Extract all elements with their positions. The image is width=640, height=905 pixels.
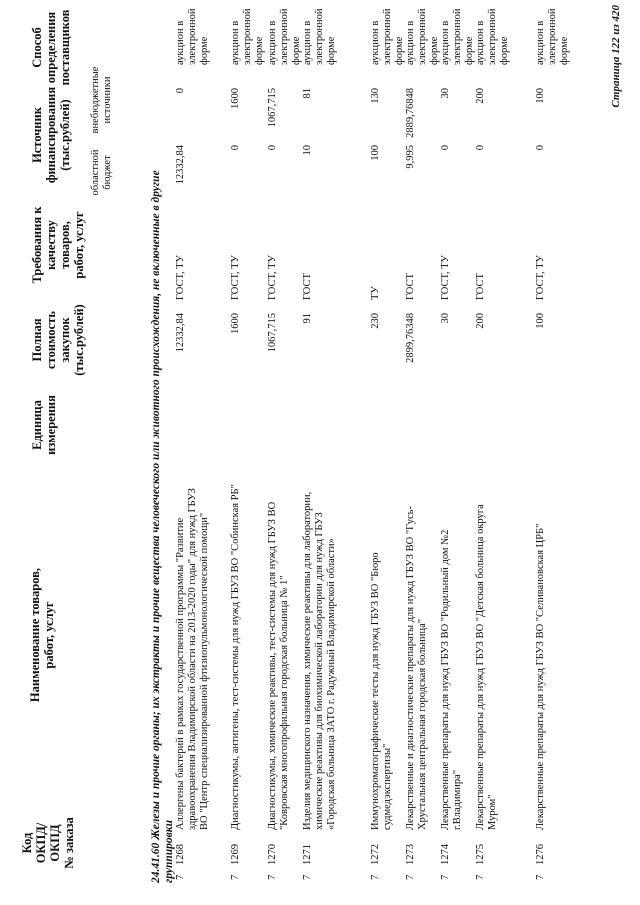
row-extrabudget: 200 [475, 88, 486, 104]
row-group: 7 [475, 874, 486, 880]
row-requirements: ГОСТ, ТУ [440, 255, 451, 300]
section-heading [150, 163, 176, 883]
row-extrabudget: 1600 [230, 88, 241, 109]
header-source-regional: областной бюджет [90, 149, 113, 196]
page-number: Страница 122 из 420 [610, 5, 622, 108]
row-name: Иммунохроматографические тесты для нужд ГБУЗ ВО "Бюро судмедэкспертизы" [370, 552, 393, 830]
row-extrabudget: 2889,76848 [405, 88, 416, 138]
row-method: аукцион в электронной форме [302, 8, 337, 65]
header-unit: Единица измерения [30, 395, 58, 455]
row-regional-budget: 0 [475, 145, 486, 151]
header-total: Полная стоимость закупок (тыс.рублей) [30, 304, 86, 376]
row-regional-budget: 9,995 [405, 145, 416, 169]
row-method: аукцион в электронной форме [440, 8, 475, 65]
row-method: аукцион в электронной форме [535, 8, 570, 65]
row-requirements: ТУ [370, 286, 381, 300]
row-group: 7 [230, 874, 241, 880]
row-requirements: ГОСТ [302, 273, 313, 300]
row-order-number: 1273 [405, 844, 416, 865]
row-requirements: ГОСТ, ТУ [230, 255, 241, 300]
row-total: 100 [535, 313, 546, 329]
row-total: 1067,715 [267, 313, 278, 353]
row-name: Лекарственные препараты для нужд ГБУЗ ВО "Детская больница округа Муром" [475, 504, 498, 830]
row-extrabudget: 0 [175, 88, 186, 94]
row-regional-budget: 0 [535, 145, 546, 151]
header-name: Наименование товаров, работ, услуг [28, 567, 56, 703]
row-name: Лекарственные препараты для нужд ГБУЗ ВО "Родильный дом №2 г.Владимира" [440, 529, 463, 830]
row-requirements: ГОСТ [475, 273, 486, 300]
row-extrabudget: 130 [370, 88, 381, 104]
row-regional-budget: 0 [440, 145, 451, 151]
row-total: 200 [475, 313, 486, 329]
row-group: 7 [405, 874, 416, 880]
row-regional-budget: 0 [267, 145, 278, 151]
row-name: Диагностикумы, химические реактивы, тест-системы для нужд ГБУЗ ВО "Ковровская многопрофильная городская больница № 1" [267, 501, 290, 830]
row-method: аукцион в электронной форме [175, 8, 210, 65]
row-total: 230 [370, 313, 381, 329]
row-order-number: 1270 [267, 844, 278, 865]
row-total: 1600 [230, 313, 241, 334]
section-code: 24.41.60 [150, 842, 162, 883]
row-order-number: 1274 [440, 844, 451, 865]
row-extrabudget: 81 [302, 88, 313, 99]
row-order-number: 1268 [175, 844, 186, 865]
row-order-number: 1276 [535, 844, 546, 865]
row-method: аукцион в электронной форме [405, 8, 440, 65]
row-group: 7 [535, 874, 546, 880]
row-method: аукцион в электронной форме [267, 8, 302, 65]
row-name: Лекарственные препараты для нужд ГБУЗ ВО "Селивановская ЦРБ" [535, 523, 546, 830]
row-extrabudget: 30 [440, 88, 451, 99]
section-title: Железы и прочие органы; их экстракты и прочие вещества человеческого или животного происхождения, не включенные в другие группировки [150, 170, 175, 883]
row-method: аукцион в электронной форме [230, 8, 265, 65]
row-total: 30 [440, 313, 451, 324]
row-group: 7 [302, 874, 313, 880]
row-method: аукцион в электронной форме [370, 8, 405, 65]
row-order-number: 1269 [230, 844, 241, 865]
row-requirements: ГОСТ, ТУ [267, 255, 278, 300]
row-total: 91 [302, 313, 313, 324]
row-group: 7 [440, 874, 451, 880]
row-requirements: ГОСТ, ТУ [535, 255, 546, 300]
row-total: 2899,76348 [405, 313, 416, 363]
row-extrabudget: 1067,715 [267, 88, 278, 128]
row-name: Аллергены бактерий в рамках государственной программы "Развитие здравоохранения Владимирской области на 2013-2020 годы" для нужд ГБУЗ ВО "Центр специализированной фтизиопульмонологической помощи" [175, 488, 210, 830]
header-code: Код ОКПД/ ОКПД № заказа [20, 817, 76, 869]
row-regional-budget: 0 [230, 145, 241, 151]
header-requirements: Требования к качеству товаров, работ, услуг [30, 206, 86, 284]
row-name: Диагностикумы, антигены, тест-системы для нужд ГБУЗ ВО "Собинская РБ" [230, 484, 241, 830]
header-method: Способ определения поставщиков [30, 9, 72, 86]
row-regional-budget: 10 [302, 145, 313, 156]
row-requirements: ГОСТ [405, 273, 416, 300]
row-extrabudget: 100 [535, 88, 546, 104]
row-regional-budget: 100 [370, 145, 381, 161]
row-name: Лекарственные и диагностические препараты для нужд ГБУЗ ВО "Гусь-Хрустальная центральная городская больница" [405, 506, 428, 830]
row-order-number: 1271 [302, 844, 313, 865]
row-regional-budget: 12332,84 [175, 145, 186, 185]
row-order-number: 1272 [370, 844, 381, 865]
header-source: Источник финансирования (тыс.рублей) [30, 86, 72, 184]
row-group: 7 [267, 874, 278, 880]
row-name: Изделия медицинского назначения, химические реактивы для лаборатории, химические реактивы для биохимической лаборатории для нужд ГБУЗ «Городская больница ЗАТО г. Радужный Владимирской области» [302, 491, 337, 830]
header-source-extra: внебюджетные источники [90, 66, 113, 134]
row-total: 12332,84 [175, 313, 186, 353]
row-group: 7 [370, 874, 381, 880]
row-order-number: 1275 [475, 844, 486, 865]
row-requirements: ГОСТ, ТУ [175, 255, 186, 300]
row-method: аукцион в электронной форме [475, 8, 510, 65]
row-group: 7 [175, 874, 186, 880]
